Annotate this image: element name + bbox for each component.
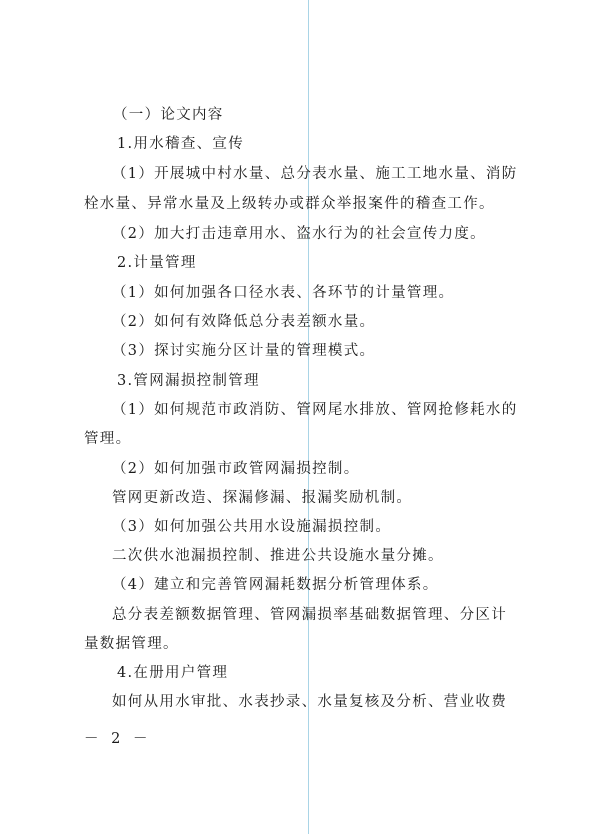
paragraph-line: （1）如何规范市政消防、管网尾水排放、管网抢修耗水的 — [112, 402, 518, 418]
paragraph-line: （2）加大打击违章用水、盗水行为的社会宣传力度。 — [112, 226, 486, 242]
paragraph-line: 如何从用水审批、水表抄录、水量复核及分析、营业收费 — [112, 694, 507, 710]
paragraph-line: （3）如何加强公共用水设施漏损控制。 — [112, 519, 392, 535]
paragraph-line: 栓水量、异常水量及上级转办或群众举报案件的稽查工作。 — [84, 196, 495, 212]
subsection-heading-3: 3.管网漏损控制管理 — [117, 373, 260, 389]
section-heading: （一）论文内容 — [113, 107, 224, 123]
paragraph-line: （1）开展城中村水量、总分表水量、施工工地水量、消防 — [112, 166, 518, 182]
paragraph-line: （3）探讨实施分区计量的管理模式。 — [112, 343, 376, 359]
paragraph-line: （2）如何有效降低总分表差额水量。 — [112, 314, 376, 330]
subsection-heading-2: 2.计量管理 — [117, 255, 197, 271]
paragraph-line: （1）如何加强各口径水表、各环节的计量管理。 — [112, 285, 455, 301]
page-number: － 2 － — [84, 731, 152, 747]
paragraph-line: 二次供水池漏损控制、推进公共设施水量分摊。 — [112, 548, 444, 564]
paragraph-line: （4）建立和完善管网漏耗数据分析管理体系。 — [112, 577, 439, 593]
paragraph-line: 管理。 — [84, 431, 132, 447]
paragraph-line: 管网更新改造、探漏修漏、报漏奖励机制。 — [112, 490, 413, 506]
paragraph-line: 量数据管理。 — [84, 636, 179, 652]
subsection-heading-1: 1.用水稽查、宣传 — [117, 136, 245, 152]
paragraph-line: （2）如何加强市政管网漏损控制。 — [112, 461, 360, 477]
subsection-heading-4: 4.在册用户管理 — [117, 665, 229, 681]
paragraph-line: 总分表差额数据管理、管网漏损率基础数据管理、分区计 — [112, 607, 507, 623]
